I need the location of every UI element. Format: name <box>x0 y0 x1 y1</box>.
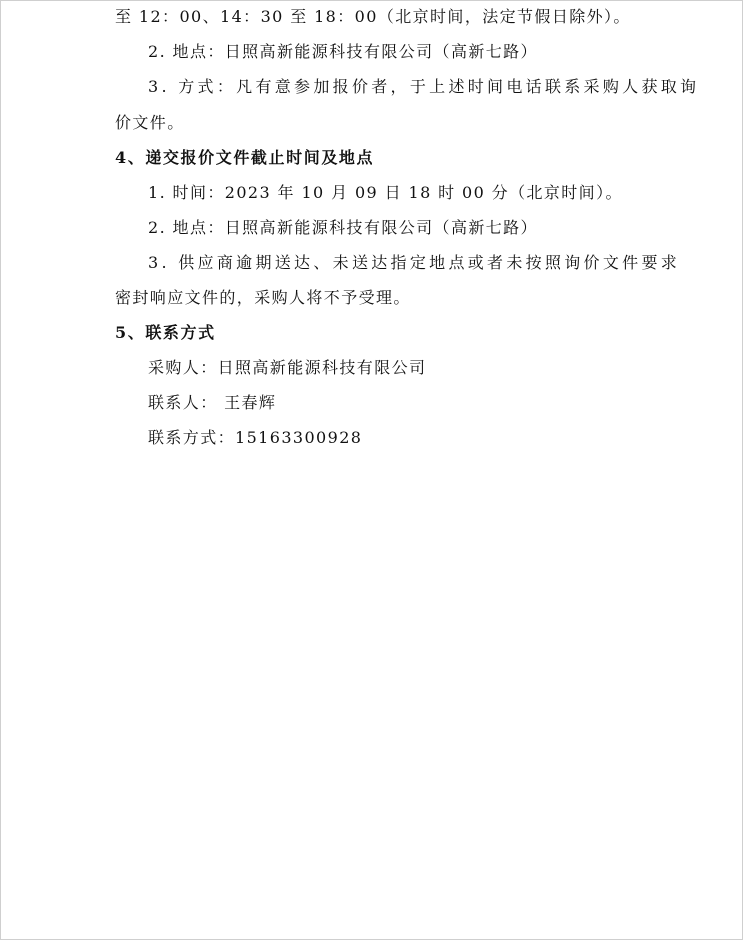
section-heading-contact: 5、联系方式 <box>115 323 216 342</box>
contact-phone: 联系方式：15163300928 <box>148 428 363 447</box>
paragraph-line-method-cont: 价文件。 <box>115 113 185 132</box>
contact-person: 联系人： 王春辉 <box>148 393 277 412</box>
contact-purchaser: 采购人：日照高新能源科技有限公司 <box>148 358 427 377</box>
paragraph-line-method: 3. 方式：凡有意参加报价者，于上述时间电话联系采购人获取询 <box>148 77 700 96</box>
paragraph-line-late-notice-cont: 密封响应文件的，采购人将不予受理。 <box>115 288 411 307</box>
paragraph-line-location: 2. 地点：日照高新能源科技有限公司（高新七路） <box>148 42 538 61</box>
section-heading-submission: 4、递交报价文件截止时间及地点 <box>115 148 375 167</box>
paragraph-line-late-notice: 3. 供应商逾期送达、未送达指定地点或者未按照询价文件要求 <box>148 253 681 272</box>
paragraph-line-deadline: 1. 时间：2023 年 10 月 09 日 18 时 00 分（北京时间）。 <box>148 183 623 202</box>
paragraph-line-submission-location: 2. 地点：日照高新能源科技有限公司（高新七路） <box>148 218 538 237</box>
paragraph-line-hours: 至 12：00、14：30 至 18：00（北京时间，法定节假日除外）。 <box>115 7 631 26</box>
